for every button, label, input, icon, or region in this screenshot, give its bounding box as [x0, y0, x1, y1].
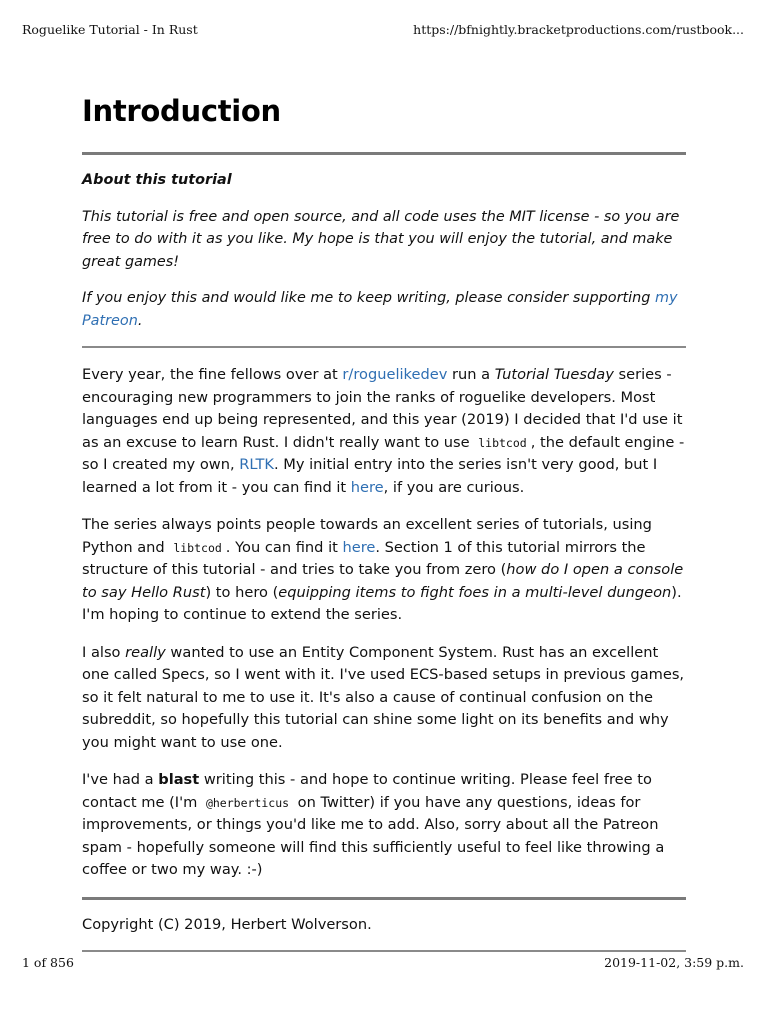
- footer-divider-top: [82, 897, 686, 900]
- paragraph-4: [82, 769, 686, 882]
- print-header-title: Roguelike Tutorial - In Rust: [22, 22, 198, 37]
- text-span: , the default engine - so I created my own,: [82, 433, 685, 473]
- paragraph-2: [82, 514, 686, 627]
- text-span: on Twitter) if you have any questions, ideas for improvements, or things you'd like me to add. Also, sorry about all the Patreon spam - hopefully someone will find this sufficiently useful to feel like throwing a coffee or two my way. :-): [82, 793, 665, 878]
- python-tutorial-link[interactable]: here: [342, 538, 376, 556]
- patreon-link[interactable]: my Patreon: [82, 290, 678, 329]
- title-divider: [82, 152, 686, 155]
- text-span: ). I'm hoping to continue to extend the series.: [82, 583, 682, 623]
- about-p2-prefix: If you enjoy this and would like me to keep writing, please consider supporting: [82, 290, 655, 306]
- text-span: run a: [447, 366, 495, 383]
- print-header-url: https://bfnightly.bracketproductions.com/rustbook...: [413, 22, 744, 37]
- about-p2-suffix: .: [137, 312, 143, 329]
- inline-code: libtcod: [173, 540, 222, 555]
- print-header: [22, 22, 744, 42]
- emphasis: Tutorial Tuesday: [494, 366, 614, 383]
- paragraph-1: [82, 364, 686, 499]
- strong-text: blast: [158, 771, 200, 788]
- print-timestamp: 2019-11-02, 3:59 p.m.: [604, 955, 744, 970]
- emphasis: really: [125, 643, 166, 661]
- inline-code: libtcod: [478, 435, 527, 450]
- paragraph-3: [82, 642, 686, 755]
- body-text: [82, 364, 686, 882]
- text-span: series - encouraging new programmers to join the ranks of roguelike developers. Most languages end up being represented, and this year (2019) I decided that I'd use it as an excuse to learn Rust. I didn't really want to use: [82, 366, 683, 451]
- main-content: [82, 88, 686, 952]
- text-span: writing this - and hope to continue writing. Please feel free to contact me (I'm: [82, 771, 652, 811]
- text-span: . My initial entry into the series isn't very good, but I learned a lot from it - you can find it: [82, 456, 658, 496]
- rltk-link[interactable]: RLTK: [239, 456, 274, 473]
- text-span: . Section 1 of this tutorial mirrors the structure of this tutorial - and tries to take you from zero (: [82, 538, 646, 578]
- footer-divider-bottom: [82, 950, 686, 952]
- copyright-text: Copyright (C) 2019, Herbert Wolverson.: [82, 915, 372, 933]
- text-span: The series always points people towards an excellent series of tutorials, using Python and: [82, 516, 652, 556]
- text-span: ) to hero (: [205, 583, 279, 601]
- text-span: wanted to use an Entity Component System. Rust has an excellent one called Specs, so I went with it. I've used ECS-based setups in previous games, so it felt natural to me to use it. It's also a cause of continual confusion on the subreddit, so hopefully this tutorial can shine some light on its benefits and why you might want to use one.: [82, 643, 685, 751]
- blockquote-divider: [82, 346, 686, 348]
- page-count: 1 of 856: [22, 955, 74, 970]
- emphasis: how do I open a console to say Hello Rust: [82, 561, 684, 601]
- about-title: About this tutorial: [82, 172, 232, 188]
- page-title: Introduction: [82, 94, 281, 128]
- text-span: I also: [82, 643, 126, 661]
- inline-code: @herberticus: [205, 795, 290, 810]
- about-paragraph-1: This tutorial is free and open source, and all code uses the MIT license - so you are free to do with it as you like. My hope is that you will enjoy the tutorial, and make great games!: [82, 208, 680, 270]
- text-span: I've had a: [82, 771, 159, 788]
- text-span: Every year, the fine fellows over at: [82, 366, 343, 383]
- emphasis: equipping items to fight foes in a multi-level dungeon: [278, 583, 672, 601]
- about-paragraph-2: [82, 287, 686, 332]
- about-blockquote: [82, 169, 686, 332]
- print-footer: [22, 955, 744, 975]
- initial-entry-link[interactable]: here: [350, 478, 384, 496]
- roguelikedev-link[interactable]: r/roguelikedev: [342, 366, 448, 383]
- text-span: . You can find it: [225, 538, 343, 556]
- text-span: , if you are curious.: [383, 478, 525, 496]
